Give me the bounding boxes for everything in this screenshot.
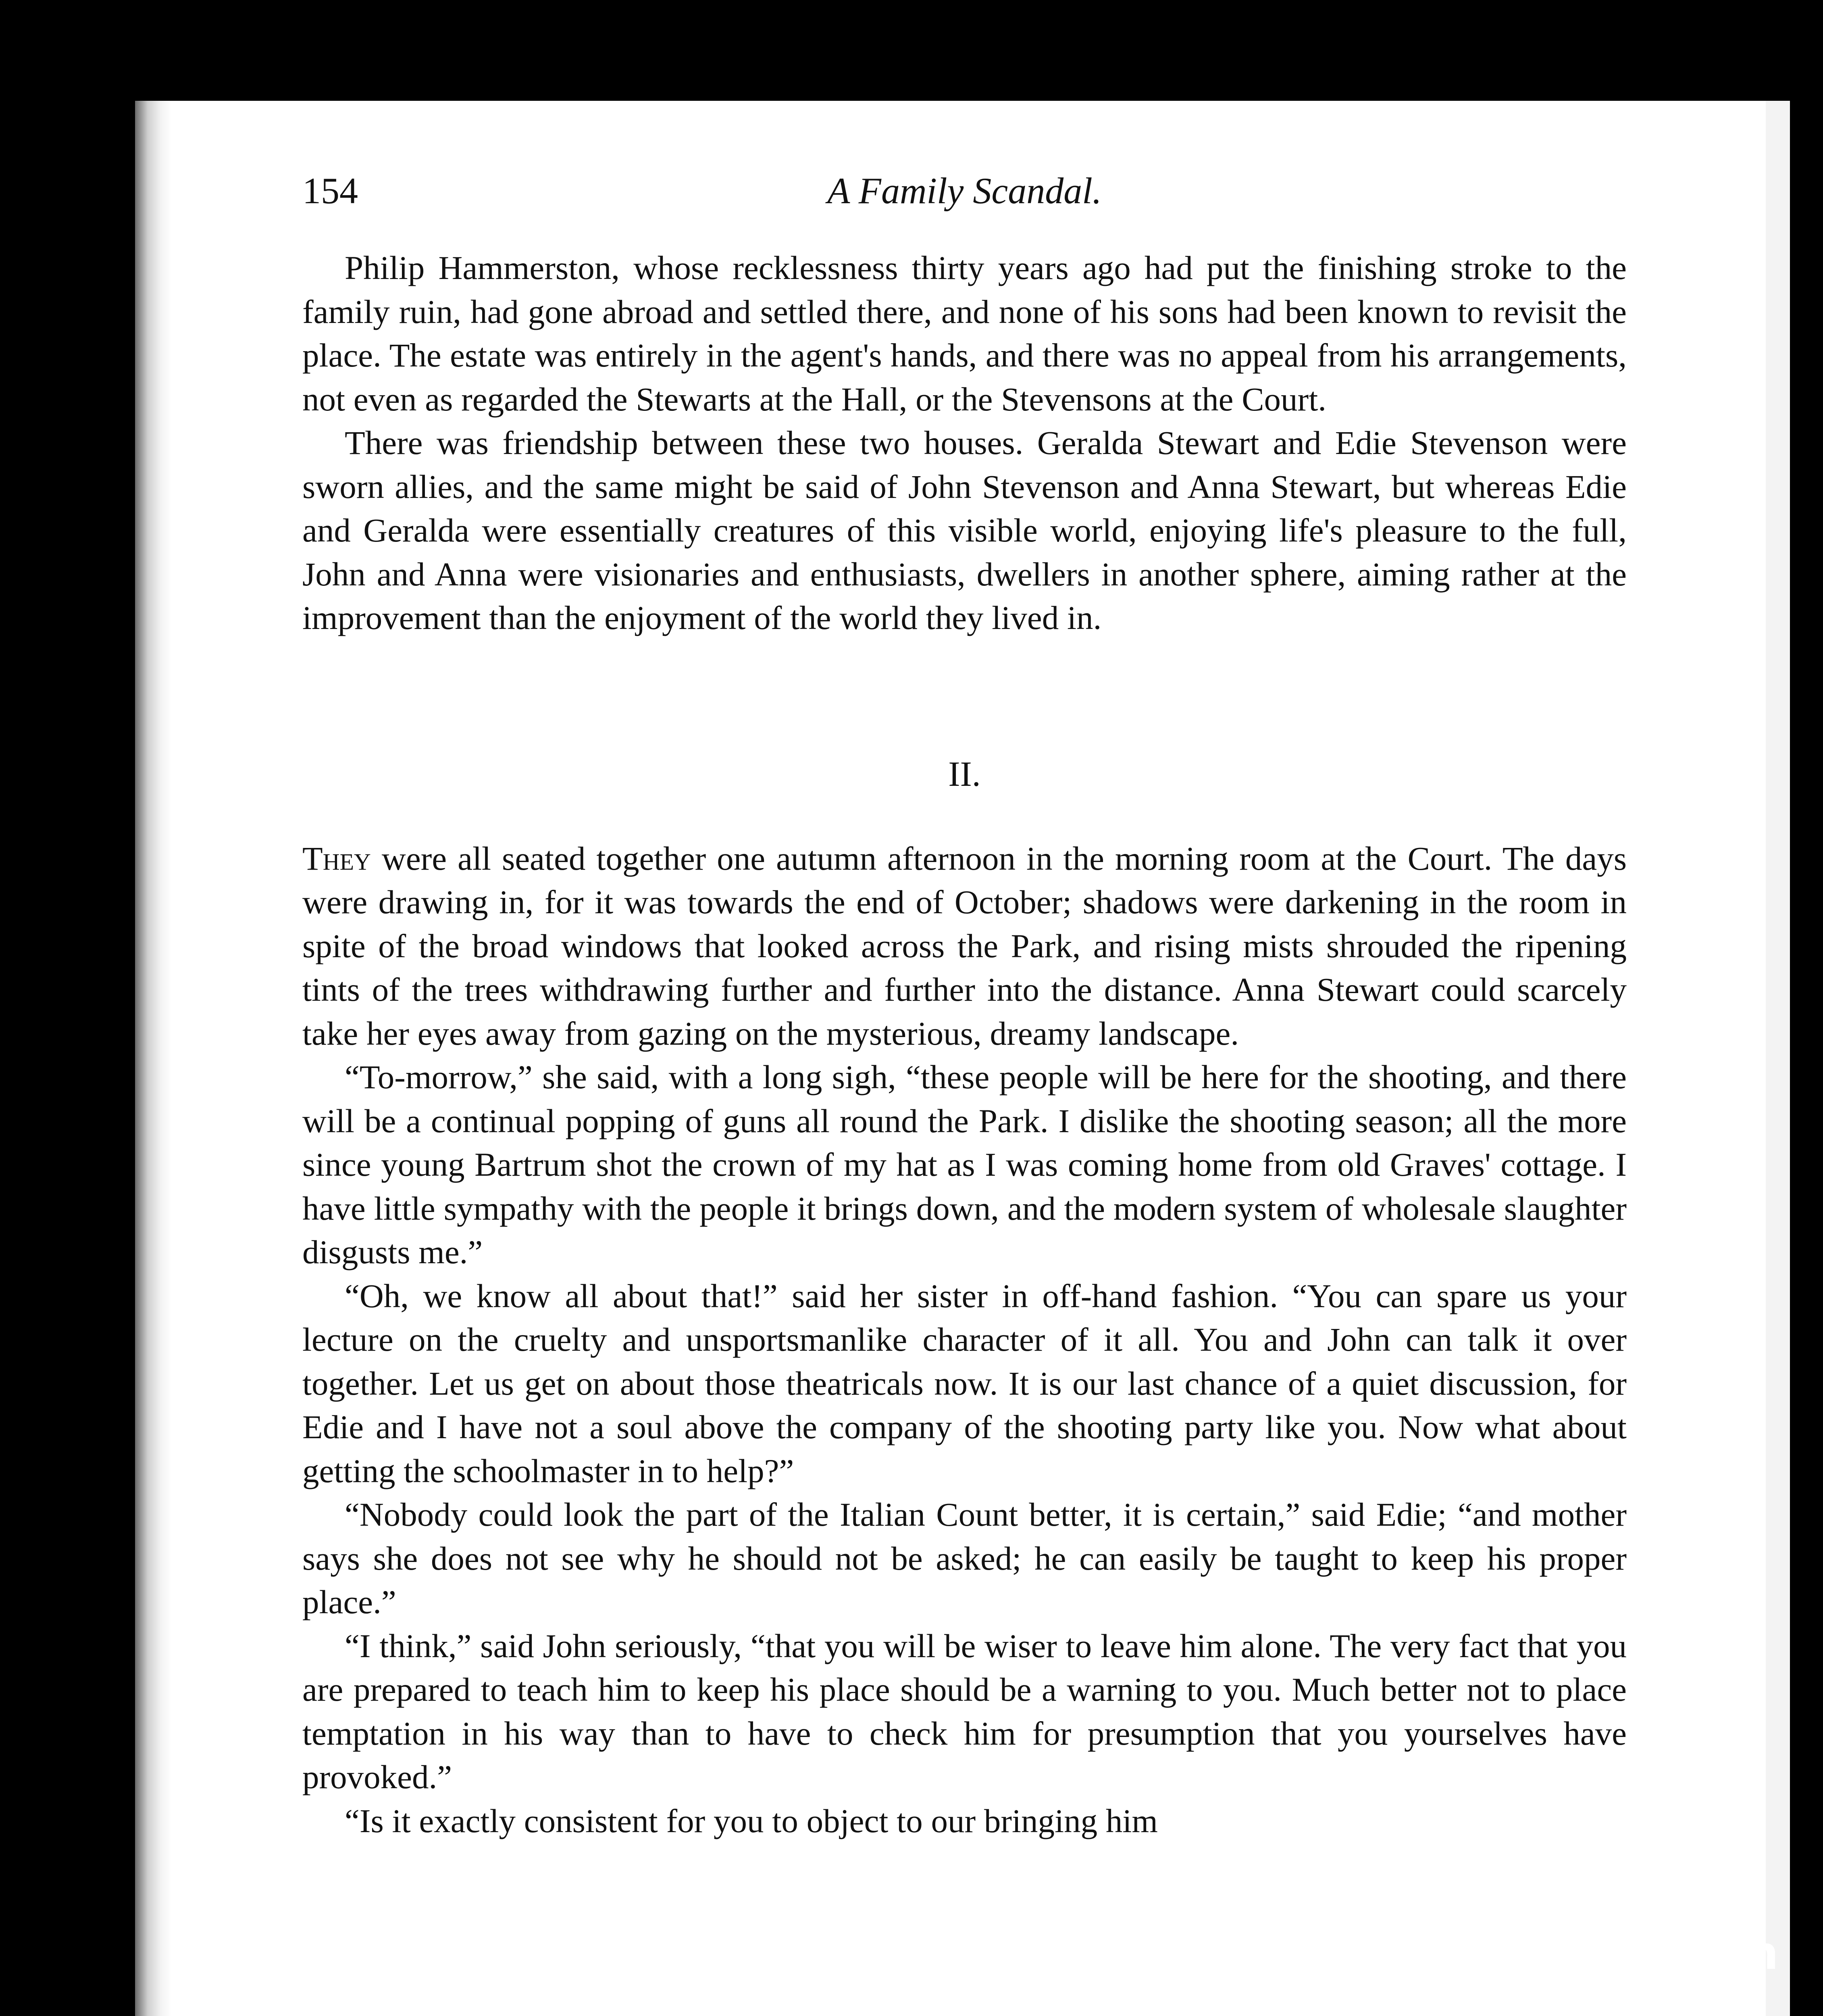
paragraph: “I think,” said John seriously, “that you will be wiser to leave him alone. The very fact that you are prepared to teach him to keep his place should be a warning to you. Much better not to place temptation in his way than to have to check him for presumption that you yourselves have provoked.” xyxy=(302,1627,1627,1795)
page-number: 154 xyxy=(302,170,358,211)
paragraph: “Nobody could look the part of the Italian Count better, it is certain,” said Edie; “and mother says she does not see why he should not be asked; he can easily be taught to keep his proper place.” xyxy=(302,1496,1627,1620)
paragraph: There was friendship between these two houses. Geralda Stewart and Edie Stevenson were sworn allies, and the same might be said of John Stevenson and Anna Stewart, but whereas Edie and Geralda were essentially creatures of this visible world, enjoying life's pleasure to the full, John and Anna were visionaries and enthusiasts, dwellers in another sphere, aiming rather at the improvement than the enjoyment of the world they lived in. xyxy=(302,424,1627,636)
section-heading: II. xyxy=(948,754,981,794)
running-title: A Family Scandal. xyxy=(827,170,1102,211)
paragraph: “Is it exactly consistent for you to object to our bringing him xyxy=(345,1802,1158,1839)
page-text xyxy=(302,169,1627,1843)
next-page-edge xyxy=(1766,101,1790,2016)
watermark-text: comicbooks.com xyxy=(1358,1927,1779,1980)
section-opening-text: were all seated together one autumn afternoon in the morning room at the Court. The days were drawing in, for it was towards the end of October; shadows were darkening in the room in spite of the broad windows that looked across the Park, and rising mists shrouded the ripening tints of the trees withdrawing further and further into the distance. Anna Stewart could scarcely take her eyes away from gazing on the mysterious, dreamy landscape. xyxy=(302,839,1627,1052)
page-gutter-shadow xyxy=(135,101,171,2016)
section-opening-paragraph xyxy=(302,837,1627,1056)
paragraph: “Oh, we know all about that!” said her sister in off-hand fashion. “You can spare us your lecture on the cruelty and unsportsmanlike character of it all. You and John can talk it over together. Let us get on about those theatricals now. It is our last chance of a quiet discussion, for Edie and I have not a soul above the company of the shooting party like you. Now what about getting the schoolmaster in to help?” xyxy=(302,1277,1627,1489)
paragraph: “To-morrow,” she said, with a long sigh, “these people will be here for the shooting, and there will be a continual popping of guns all round the Park. I dislike the shooting season; all the more since young Bartrum shot the crown of my hat as I was coming home from old Graves' cottage. I have little sympathy with the people it brings down, and the modern system of wholesale slaughter disgusts me.” xyxy=(302,1058,1627,1270)
paragraph: Philip Hammerston, whose recklessness thirty years ago had put the finishing stroke to the family ruin, had gone abroad and settled there, and none of his sons had been known to revisit the place. The estate was entirely in the agent's hands, and there was no appeal from his arrangements, not even as regarded the Stewarts at the Hall, or the Stevensons at the Court. xyxy=(302,249,1627,418)
running-head xyxy=(302,169,1627,218)
section-lead-word: They xyxy=(302,839,371,877)
